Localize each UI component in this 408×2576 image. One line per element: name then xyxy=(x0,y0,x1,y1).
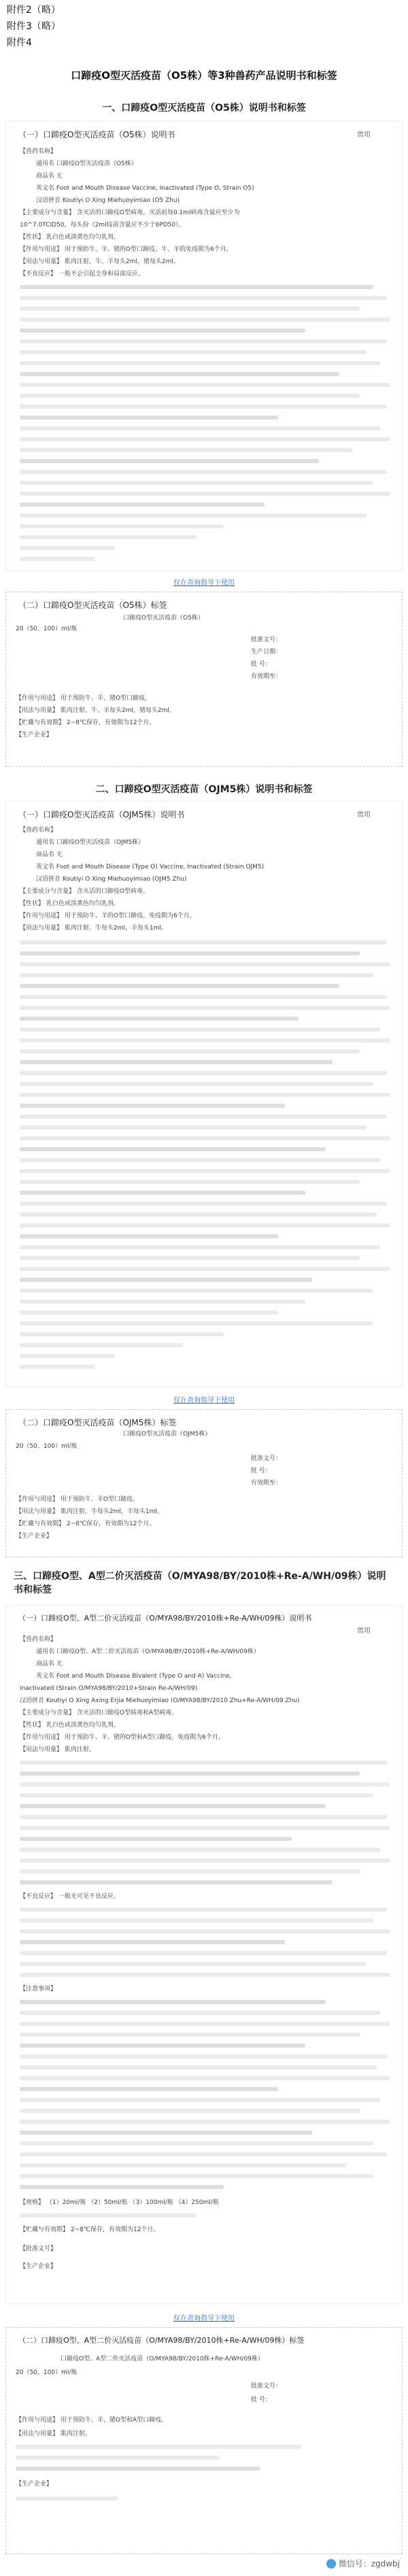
text-line: 【贮藏与有效期】 2~8℃保存，有效期为12个月。 xyxy=(16,719,156,726)
card-title: （二）口蹄疫O型、A型二价灭活疫苗（O/MYA98/BY/2010株+Re-A/WH/09株）标签 xyxy=(18,2336,305,2345)
text-bar xyxy=(20,318,390,322)
text-line: 批准文号： xyxy=(251,637,282,643)
text-bar xyxy=(20,1782,390,1786)
text-line: 【主要成分与含量】 含灭活的口蹄疫O型病毒和A型病毒。 xyxy=(20,1710,178,1716)
text-bar xyxy=(20,328,305,333)
text-bar xyxy=(20,1071,387,1075)
text-bar xyxy=(20,1191,305,1195)
text-line: 【生产企业】 xyxy=(16,1533,53,1540)
text-bar xyxy=(20,503,265,507)
text-line: 20（50、100）ml/瓶 xyxy=(16,2369,78,2376)
text-bar xyxy=(20,1908,387,1912)
text-line: 【用法与用量】 肌肉注射。 xyxy=(16,2430,91,2437)
text-bar xyxy=(20,2152,387,2156)
text-bar xyxy=(20,1343,183,1347)
text-bar xyxy=(20,1815,387,1819)
text-line: 汉语拼音 Koutiyi O Xing Axing Erjia Miehuoyimiao (O/MYA98/BY/2010 Zhu+Re-A/WH/09 Zhu) xyxy=(20,1697,300,1704)
text-bar xyxy=(20,470,387,474)
card-title: （二）口蹄疫O型灭活疫苗（O5株）标签 xyxy=(18,600,167,610)
text-bar xyxy=(20,1267,390,1271)
text-line: 【作用与用途】 用于预防牛、羊、猪O型口蹄疫。 xyxy=(16,695,151,702)
text-line: 口蹄疫O型灭活疫苗（OJM5株） xyxy=(123,1431,211,1438)
text-line: 【性状】 乳白色或淡黄色均匀乳剂。 xyxy=(20,900,120,907)
text-line: 【贮藏与有效期】 2~8℃保存，有效期为12个月。 xyxy=(20,2226,160,2233)
section-heading: 一、口蹄疫O型灭活疫苗（O5株）说明书和标签 xyxy=(102,103,306,114)
text-bar xyxy=(20,1245,380,1249)
text-bar xyxy=(20,1332,224,1336)
watermark-text: 微信号：zgdwbj xyxy=(338,2559,400,2569)
text-bar xyxy=(20,951,360,955)
text-line: 汉语拼音 Koutiyi O Xing Miehuoyimiao (OJM5 Zhu) xyxy=(36,876,187,883)
text-line: 批 号： xyxy=(251,1468,271,1474)
text-bar xyxy=(20,339,387,343)
text-line: 【作用与用途】 用于预防牛、羊、猪的O型和A型口蹄疫。免疫期为6个月。 xyxy=(20,1734,224,1741)
text-bar xyxy=(20,1772,360,1776)
text-line: 【用法与用量】 肌肉注射。牛每头2ml，羊每头1ml。 xyxy=(20,925,167,932)
text-bar xyxy=(20,1310,278,1315)
text-bar xyxy=(20,1962,367,1966)
text-line: 商品名 无 xyxy=(36,1661,63,1667)
instruction-card-bivalent xyxy=(5,1605,403,2304)
text-bar xyxy=(20,1213,377,1217)
text-line: 【生产企业】 xyxy=(16,2481,53,2488)
card-title: （二）口蹄疫O型灭活疫苗（OJM5株）标签 xyxy=(18,1418,177,1427)
text-bar xyxy=(20,1017,299,1021)
text-line: Inactivated (Strain O/MYA98/BY/2010+Strain Re-A/WH/09) xyxy=(20,1685,198,1692)
label-card-bivalent xyxy=(5,2327,403,2554)
text-bar xyxy=(20,1223,390,1227)
text-bar xyxy=(20,1038,390,1043)
text-bar xyxy=(16,2445,301,2449)
text-bar xyxy=(20,1940,285,1944)
text-line: 有效期至： xyxy=(251,1480,282,1487)
text-line: 英文名 Foot and Mouth Disease (Type O) Vaccine, Inactivated (Strain OJM5) xyxy=(36,864,265,870)
text-line: 批准文号： xyxy=(251,2383,282,2390)
text-bar xyxy=(20,2011,380,2015)
text-bar xyxy=(20,1300,305,1304)
text-bar xyxy=(20,1289,373,1293)
text-line: 批 号： xyxy=(251,661,271,668)
text-line: 英文名 Foot and Mouth Disease Vaccine, Inactivated (Type O, Strain O5) xyxy=(36,185,254,192)
text-bar xyxy=(20,2000,326,2004)
text-line: 【性状】 乳白色或淡黄色均匀乳剂。 xyxy=(20,234,120,241)
text-line: 有效期至： xyxy=(251,673,282,680)
text-bar xyxy=(20,1049,360,1053)
text-bar xyxy=(20,2214,197,2218)
text-line: 【批准文号】 xyxy=(20,2245,57,2252)
text-line: 通用名 口蹄疫O型灭活疫苗（OJM5株） xyxy=(36,839,145,846)
text-bar xyxy=(20,1060,333,1064)
text-line: 【生产企业】 xyxy=(16,732,53,739)
text-bar xyxy=(20,2076,390,2080)
text-bar xyxy=(20,372,339,376)
text-bar xyxy=(16,2496,118,2501)
text-bar xyxy=(20,416,278,420)
divider-label: 仅在查询指导下使用 xyxy=(173,2315,235,2322)
divider-label: 仅在查询指导下使用 xyxy=(173,579,235,587)
text-line: 汉语拼音 Koutiyi O Xing Miehuoyimiao (O5 Zhu) xyxy=(36,197,180,204)
text-bar xyxy=(20,1202,387,1206)
text-bar xyxy=(20,437,390,441)
text-bar xyxy=(20,940,387,945)
text-bar xyxy=(20,2109,360,2113)
text-line: 口蹄疫O型、A型二价灭活疫苗（O/MYA98/BY/2010株+Re-A/WH/09株） xyxy=(61,2356,264,2362)
text-bar xyxy=(20,1826,390,1830)
label-card-ojm5 xyxy=(5,1409,403,1557)
text-bar xyxy=(20,448,353,452)
watermark xyxy=(326,2558,400,2569)
document-title: 口蹄疫O型灭活疫苗（O5株）等3种兽药产品说明书和标签 xyxy=(71,69,337,82)
text-line: 20（50、100）ml/瓶 xyxy=(16,1443,78,1450)
text-bar xyxy=(20,1365,95,1369)
text-bar xyxy=(20,2120,390,2124)
text-bar xyxy=(20,1804,326,1808)
text-bar xyxy=(20,285,373,289)
text-bar xyxy=(20,2033,360,2037)
text-bar xyxy=(20,513,367,518)
annex-label: 附件2（略） xyxy=(7,5,61,16)
text-line: 【用法与用量】 肌肉注射。牛每头2ml，羊每头1ml。 xyxy=(16,1508,163,1515)
text-line: 口蹄疫O型灭活疫苗（O5株） xyxy=(123,615,204,622)
text-bar xyxy=(20,973,373,977)
text-bar xyxy=(20,1973,390,1977)
text-line: 【作用与用途】 用于预防牛、羊的O型口蹄疫。免疫期为6个月。 xyxy=(20,913,196,919)
vet-use-label: 兽用 xyxy=(357,1627,371,1635)
text-bar xyxy=(20,2185,224,2189)
text-line: 通用名 口蹄疫O型灭活疫苗（O5株） xyxy=(36,160,137,167)
section-heading: 二、口蹄疫O型灭活疫苗（OJM5株）说明书和标签 xyxy=(95,784,313,795)
text-bar xyxy=(20,361,380,365)
text-bar xyxy=(20,307,360,311)
text-line: 【不良反应】 一般不会引起全身和局部反应。 xyxy=(20,271,144,277)
text-line: 【用法与用量】 肌肉注射。 xyxy=(20,1746,95,1753)
text-line: 【主要成分与含量】 含灭活的口蹄疫O型病毒。灭活前每0.1ml病毒含量应至少为 xyxy=(20,209,240,216)
text-line: 商品名 无 xyxy=(36,173,63,180)
text-line: 生产日期： xyxy=(251,649,282,656)
text-bar xyxy=(20,1234,278,1238)
text-line: 20（50、100）ml/瓶 xyxy=(16,626,78,632)
text-line: 【生产企业】 xyxy=(20,2263,57,2270)
text-bar xyxy=(20,405,387,409)
text-line: 【用法与用量】 肌肉注射。牛、羊每头2ml，猪每头2ml。 xyxy=(16,707,175,714)
text-line: 【注意事项】 xyxy=(20,1986,57,1993)
text-bar xyxy=(20,535,197,539)
text-bar xyxy=(20,1104,285,1108)
text-bar xyxy=(20,1859,390,1863)
text-bar xyxy=(20,1848,380,1852)
text-bar xyxy=(20,1125,367,1130)
text-bar xyxy=(20,524,224,528)
text-bar xyxy=(20,394,360,398)
text-bar xyxy=(20,2174,373,2178)
text-line: 【兽药名称】 xyxy=(20,1636,57,1643)
text-bar xyxy=(20,1321,373,1325)
text-bar xyxy=(20,1158,380,1162)
divider-label: 仅在查询指导下使用 xyxy=(173,1397,235,1404)
text-bar xyxy=(20,1761,387,1765)
text-bar xyxy=(20,1006,390,1010)
instruction-card-o5 xyxy=(5,121,403,571)
vet-use-label: 兽用 xyxy=(357,811,371,819)
label-card-o5 xyxy=(5,592,403,767)
text-line: 【规格】 （1）20ml/瓶 （2）50ml/瓶 （3）100ml/瓶 （4）250ml/瓶 xyxy=(20,2199,219,2206)
text-bar xyxy=(20,459,319,463)
text-bar xyxy=(20,383,390,387)
text-line: 【作用与用途】 用于预防牛、羊、猪O型和A型口蹄疫。 xyxy=(16,2417,168,2424)
text-bar xyxy=(20,995,387,999)
annex-label: 附件3（略） xyxy=(7,21,61,32)
text-bar xyxy=(20,1354,115,1358)
text-bar xyxy=(20,1093,390,1097)
text-bar xyxy=(20,2131,312,2135)
text-bar xyxy=(20,1180,360,1184)
text-bar xyxy=(20,481,373,485)
text-line: 【兽药名称】 xyxy=(20,148,57,155)
wechat-icon xyxy=(326,2559,336,2569)
text-bar xyxy=(20,984,339,988)
card-title: （一）口蹄疫O型灭活疫苗（OJM5株）说明书 xyxy=(18,810,185,819)
text-bar xyxy=(20,1869,360,1874)
text-bar xyxy=(20,492,390,496)
text-bar xyxy=(20,2098,380,2102)
text-bar xyxy=(20,1918,373,1922)
text-bar xyxy=(20,1278,312,1282)
text-bar xyxy=(20,1028,380,1032)
text-line: 【性状】 乳白色或淡黄色均匀乳剂。 xyxy=(20,1722,120,1729)
text-bar xyxy=(20,1082,373,1086)
text-bar xyxy=(20,1793,373,1797)
text-line: 【贮藏与有效期】 2~8℃保存，有效期为12个月。 xyxy=(16,1521,156,1527)
text-bar xyxy=(20,2054,387,2058)
text-bar xyxy=(20,546,115,550)
instruction-card-ojm5 xyxy=(5,801,403,1387)
text-line: 商品名 无 xyxy=(36,851,63,858)
text-line: 【作用与用途】 用于预防牛、羊O型口蹄疫。 xyxy=(16,1496,139,1503)
text-bar xyxy=(20,557,95,561)
text-bar xyxy=(20,1837,292,1841)
text-bar xyxy=(20,1169,390,1173)
text-bar xyxy=(20,1256,360,1260)
text-bar xyxy=(20,1136,390,1140)
text-bar xyxy=(20,426,380,430)
text-line: 批准文号： xyxy=(251,1455,282,1462)
text-bar xyxy=(20,1951,387,1955)
text-bar xyxy=(20,2141,373,2146)
text-bar xyxy=(20,2044,305,2048)
text-line: 【兽药名称】 xyxy=(20,827,57,834)
text-bar xyxy=(20,1880,333,1884)
text-bar xyxy=(20,2163,346,2167)
text-bar xyxy=(16,2456,220,2460)
card-title: （一）口蹄疫O型灭活疫苗（O5株）说明书 xyxy=(18,130,175,139)
text-bar xyxy=(20,1929,390,1933)
text-bar xyxy=(20,296,387,300)
section-heading: 三、口蹄疫O型、A型二价灭活疫苗（O/MYA98/BY/2010株+Re-A/WH/09株）说明书和标签 xyxy=(14,1571,386,1595)
text-line: 通用名 口蹄疫O型、A型二价灭活疫苗（O/MYA98/BY/2010株+Re-A/WH/09株） xyxy=(36,1648,260,1655)
text-line: 【用法与用量】 肌肉注射。牛、羊每头2ml，猪每头2ml。 xyxy=(20,258,180,265)
card-title: （一）口蹄疫O型、A型二价灭活疫苗（O/MYA98/BY/2010株+Re-A/WH/09株）说明书 xyxy=(18,1614,312,1623)
text-line: 【作用与用途】 用于预防牛、羊、猪的O型口蹄疫。牛、羊的免疫期为6个月。 xyxy=(20,246,233,253)
text-bar xyxy=(20,2065,377,2069)
text-bar xyxy=(20,2087,278,2091)
text-bar xyxy=(20,1115,387,1119)
text-bar xyxy=(20,350,367,354)
text-line: 【不良反应】 一般无可见不良反应。 xyxy=(20,1893,120,1900)
text-line: 【主要成分与含量】 含灭活的口蹄疫O型病毒。 xyxy=(20,888,149,895)
text-bar xyxy=(16,2467,260,2471)
text-line: 批 号： xyxy=(251,2396,271,2403)
vet-use-label: 兽用 xyxy=(357,131,371,139)
annex-label: 附件4 xyxy=(7,37,32,48)
text-bar xyxy=(20,962,390,966)
text-line: 10^7.0TCID50，每头份（2ml疫苗含量应不少于6PD50）。 xyxy=(20,222,185,228)
text-line: 英文名 Foot and Mouth Disease Bivalent (Type O and A) Vaccine, xyxy=(36,1673,232,1680)
text-bar xyxy=(20,2022,390,2026)
text-bar xyxy=(20,1147,326,1151)
